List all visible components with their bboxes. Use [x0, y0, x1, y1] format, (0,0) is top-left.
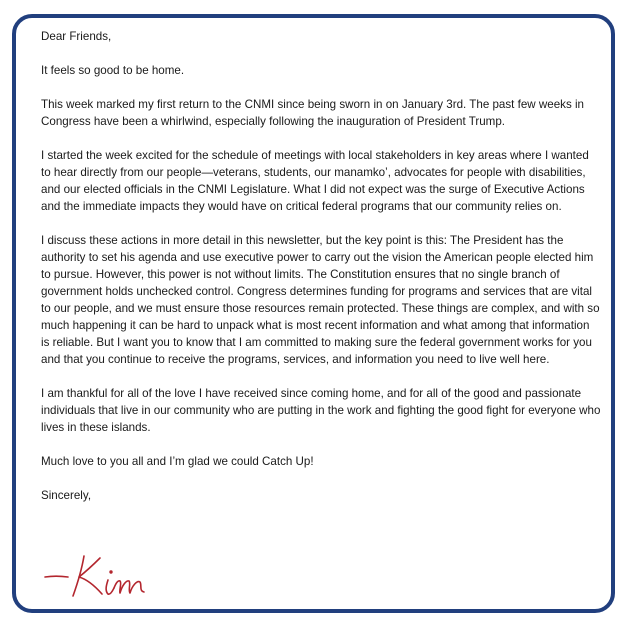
- paragraph-6: Much love to you all and I’m glad we could Catch Up!: [41, 455, 314, 468]
- handwritten-signature: [42, 550, 172, 602]
- closing: Sincerely,: [41, 489, 92, 502]
- paragraph-2: This week marked my first return to the CNMI since being sworn in on January 3rd. The past few weeks in Congress have been a whirlwind, especially following the inauguration of President Trump.: [41, 98, 584, 128]
- paragraph-1: It feels so good to be home.: [41, 64, 185, 77]
- letter-frame: [12, 14, 615, 613]
- paragraph-4: I discuss these actions in more detail in this newsletter, but the key point is this: The President has the authority to set his agenda and use executive power to carry out the vision the American people elected him to pursue. However, this power is not without limits. The Constitution ensures that no single branch of government holds unchecked control. Congress determines funding for programs and services that are vital to our people, and we must ensure those resources remain protected. These things are complex, and with so much happening it can be hard to unpack what is most recent information and what among that information is reliable. But I want you to know that I am committed to making sure the federal government works for you and that you continue to receive the programs, services, and information you need to live well here.: [41, 234, 600, 366]
- salutation: Dear Friends,: [41, 30, 112, 43]
- letter-body: [41, 28, 601, 521]
- paragraph-5: I am thankful for all of the love I have received since coming home, and for all of the good and passionate individuals that live in our community who are putting in the work and fighting the good fight for everyone who lives in these islands.: [41, 387, 601, 434]
- paragraph-3: I started the week excited for the schedule of meetings with local stakeholders in key areas where I wanted to hear directly from our people—veterans, students, our manamko’, advocates for people with disabilities, and our elected officials in the CNMI Legislature. What I did not expect was the surge of Executive Actions and the immediate impacts they would have on critical federal programs that our community relies on.: [41, 149, 589, 213]
